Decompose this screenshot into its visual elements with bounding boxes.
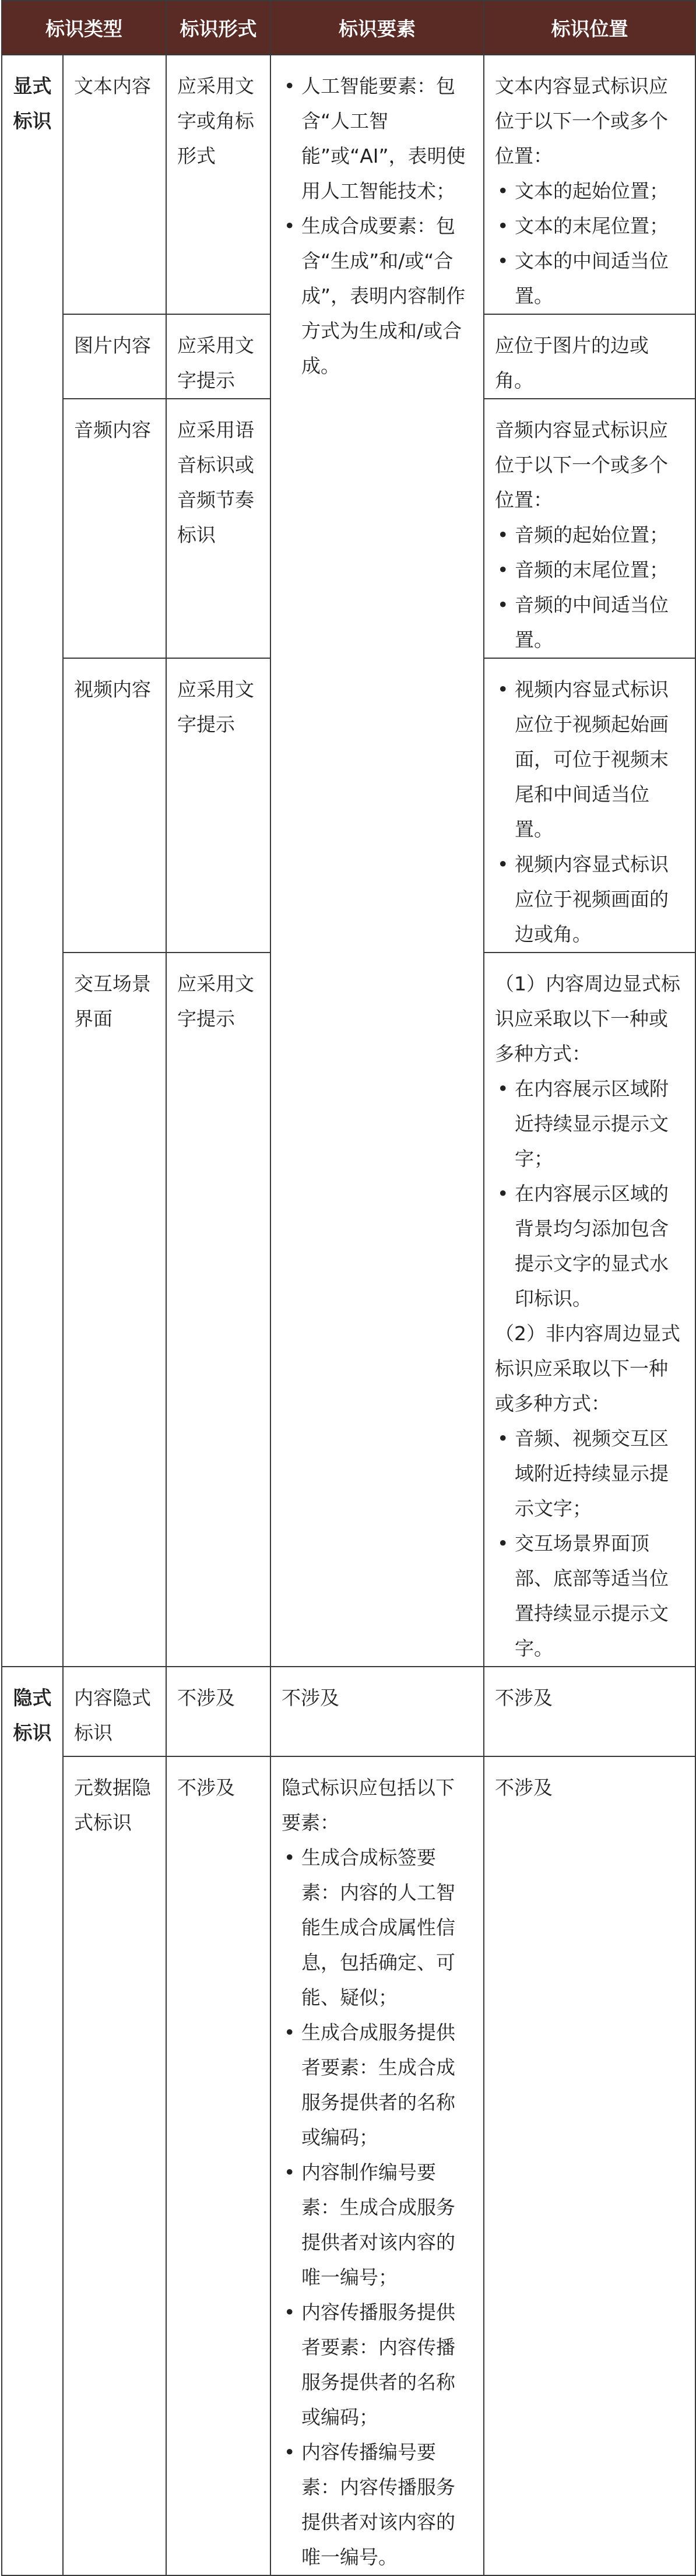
explicit-elements-list bbox=[282, 69, 473, 384]
elements-cell bbox=[270, 1756, 484, 2575]
list-item: • 文本的起始位置； bbox=[495, 174, 684, 209]
type-cell: 图片内容 bbox=[63, 314, 166, 399]
position-cell bbox=[484, 314, 695, 399]
position-list bbox=[495, 1071, 684, 1316]
explicit-elements-cell bbox=[270, 55, 484, 1667]
header-identification-form: 标识形式 bbox=[166, 1, 270, 55]
header-identification-elements: 标识要素 bbox=[270, 1, 484, 55]
list-item: • 内容传播编号要素：内容传播服务提供者对该内容的唯一编号。 bbox=[282, 2435, 473, 2575]
list-item: • 在内容展示区域附近持续显示提示文字； bbox=[495, 1071, 684, 1176]
type-cell: 交互场景界面 bbox=[63, 953, 166, 1667]
position-cell: 不涉及 bbox=[484, 1756, 695, 2575]
position-intro: 文本内容显式标识应位于以下一个或多个位置： bbox=[495, 75, 668, 167]
position-cell bbox=[484, 953, 695, 1667]
position-cell bbox=[484, 399, 695, 658]
type-cell: 文本内容 bbox=[63, 55, 166, 314]
form-cell: 应采用文字提示 bbox=[166, 953, 270, 1667]
position-list bbox=[495, 174, 684, 314]
list-item: • 内容传播服务提供者要素：内容传播服务提供者的名称或编码； bbox=[282, 2295, 473, 2435]
list-item: • 文本的中间适当位置。 bbox=[495, 244, 684, 314]
position-cell bbox=[484, 55, 695, 314]
list-item: • 视频内容显式标识应位于视频画面的边或角。 bbox=[495, 847, 684, 952]
type-cell: 元数据隐式标识 bbox=[63, 1756, 166, 2575]
list-item: • 音频、视频交互区域附近持续显示提示文字； bbox=[495, 1421, 684, 1526]
table-row bbox=[2, 55, 695, 314]
list-item: • 生成合成标签要素：内容的人工智能生成合成属性信息，包括确定、可能、疑似； bbox=[282, 1840, 473, 2015]
form-cell: 应采用文字提示 bbox=[166, 658, 270, 953]
elements-list bbox=[282, 1840, 473, 2575]
position-intro: 应位于图片的边或角。 bbox=[495, 334, 649, 392]
form-cell: 应采用文字或角标形式 bbox=[166, 55, 270, 314]
list-item: • 内容制作编号要素：生成合成服务提供者对该内容的唯一编号； bbox=[282, 2155, 473, 2295]
elements-intro: 隐式标识应包括以下要素： bbox=[282, 1776, 455, 1834]
list-item: • 交互场景界面顶部、底部等适当位置持续显示提示文字。 bbox=[495, 1526, 684, 1666]
list-item: • 音频的中间适当位置。 bbox=[495, 588, 684, 658]
form-cell: 应采用文字提示 bbox=[166, 314, 270, 399]
table-header-row bbox=[2, 1, 695, 55]
position-intro: （2）非内容周边显式标识应采取以下一种或多种方式： bbox=[495, 1322, 680, 1415]
list-item: • 音频的起始位置； bbox=[495, 518, 684, 553]
category-implicit: 隐式 标识 bbox=[2, 1667, 63, 2575]
form-cell: 应采用语音标识或音频节奏标识 bbox=[166, 399, 270, 658]
list-item: • 在内容展示区域的背景均匀添加包含提示文字的显式水印标识。 bbox=[495, 1176, 684, 1316]
list-item: • 人工智能要素：包含“人工智能”或“AI”，表明使用人工智能技术； bbox=[282, 69, 473, 209]
identification-spec-table bbox=[1, 0, 696, 2576]
form-cell: 不涉及 bbox=[166, 1756, 270, 2575]
position-list bbox=[495, 518, 684, 658]
list-item: • 文本的末尾位置； bbox=[495, 209, 684, 244]
header-identification-position: 标识位置 bbox=[484, 1, 695, 55]
position-intro: （1）内容周边显式标识应采取以下一种或多种方式： bbox=[495, 972, 680, 1065]
elements-cell: 不涉及 bbox=[270, 1667, 484, 1756]
list-item: • 视频内容显式标识应位于视频起始画面，可位于视频末尾和中间适当位置。 bbox=[495, 672, 684, 847]
list-item: • 音频的末尾位置； bbox=[495, 553, 684, 588]
table-row bbox=[2, 1756, 695, 2575]
position-list bbox=[495, 1421, 684, 1666]
list-item: • 生成合成服务提供者要素：生成合成服务提供者的名称或编码； bbox=[282, 2015, 473, 2155]
position-cell bbox=[484, 658, 695, 953]
position-cell: 不涉及 bbox=[484, 1667, 695, 1756]
table-row bbox=[2, 1667, 695, 1756]
list-item: • 生成合成要素：包含“生成”和/或“合成”，表明内容制作方式为生成和/或合成。 bbox=[282, 209, 473, 384]
type-cell: 视频内容 bbox=[63, 658, 166, 953]
form-cell: 不涉及 bbox=[166, 1667, 270, 1756]
type-cell: 音频内容 bbox=[63, 399, 166, 658]
header-identification-type: 标识类型 bbox=[2, 1, 166, 55]
position-intro: 音频内容显式标识应位于以下一个或多个位置： bbox=[495, 419, 668, 511]
type-cell: 内容隐式标识 bbox=[63, 1667, 166, 1756]
position-list bbox=[495, 672, 684, 952]
category-explicit: 显式 标识 bbox=[2, 55, 63, 1667]
